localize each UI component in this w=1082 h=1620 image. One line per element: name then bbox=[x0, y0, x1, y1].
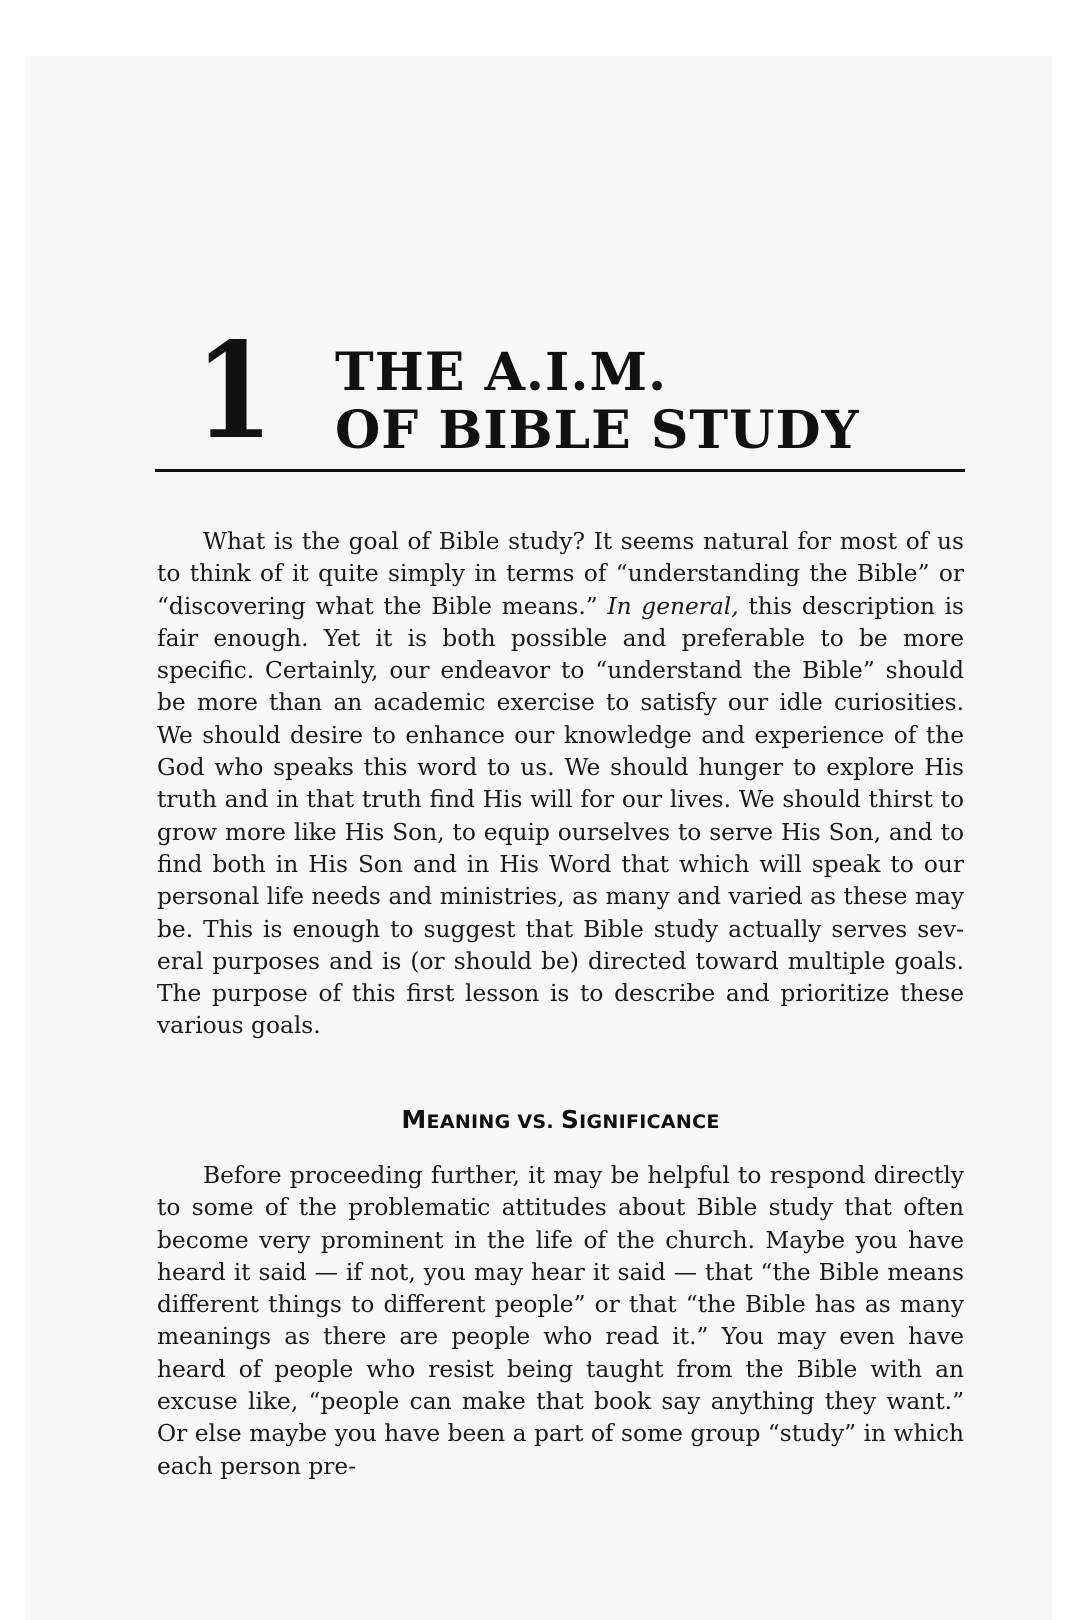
heading-cap-s: S bbox=[560, 1105, 580, 1134]
intro-text-end: this description is fair enough. Yet it is both possible and preferable to be more specific. Certainly, our endeavor to “understand the Bible” should be more than an academic exercise to satisfy our idle curiosities. We should desire to enhance our knowledge and experience of the God who speaks this word to us. We should hunger to explore His truth and in that truth find His will for our lives. We should thirst to grow more like His Son, to equip ourselves to serve His Son, and to find both in His Son and in His Word that which will speak to our personal life needs and ministries, as many and varied as these may be. This is enough to suggest that Bible study actually serves several purposes and is (or should be) directed toward multiple goals. The purpose of this first lesson is to describe and prioritize these various goals. bbox=[157, 592, 964, 1040]
chapter-title-line-2: OF BIBLE STUDY bbox=[335, 400, 860, 461]
chapter-header bbox=[155, 314, 965, 472]
body-paragraph-text: Before proceeding further, it may be helpful to respond directly to some of the problematic attitudes about Bible study that often become very prominent in the life of the church. Maybe you have heard it said — if not, you may hear it said — that “the Bible means different things to different people” or that “the Bible has as many meanings as there are people who read it.” You may even have heard of people who resist being taught from the Bible with an excuse like, “people can make that book say anything they want.” Or else maybe you have been a part of some group “study” in which each person pre- bbox=[157, 1162, 964, 1480]
intro-paragraph bbox=[157, 526, 964, 1043]
heading-cap-m: M bbox=[401, 1105, 427, 1134]
heading-rest-1: EANING VS. bbox=[426, 1111, 561, 1133]
section-heading bbox=[157, 1105, 964, 1134]
chapter-rule bbox=[155, 469, 965, 472]
body-paragraph bbox=[157, 1160, 964, 1483]
heading-rest-2: IGNIFICANCE bbox=[579, 1111, 720, 1133]
intro-emphasis: In general, bbox=[607, 592, 739, 620]
chapter-number: 1 bbox=[195, 314, 270, 469]
intro-text-start: What is the goal of Bible study? It seems natural for most of us to think of it quite simply in terms of “understanding the Bible” or “discovering what the Bible means.” bbox=[157, 528, 964, 620]
chapter-title-line-1: THE A.I.M. bbox=[335, 342, 668, 403]
chapter-title bbox=[335, 344, 860, 460]
